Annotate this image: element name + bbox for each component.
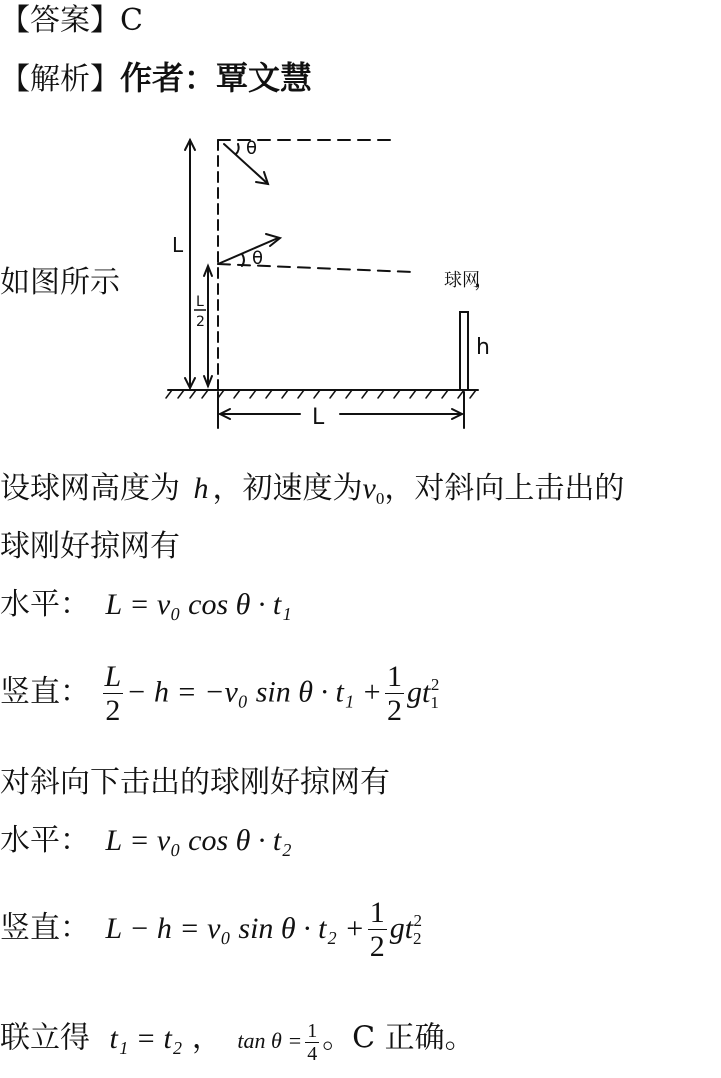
t-equality: t₁ = t₂ — [109, 1021, 183, 1055]
h-symbol: h — [193, 472, 209, 505]
intro-text: 如图所示 — [0, 265, 120, 300]
conclusion-line: 联立得 t₁ = t₂ ， tan θ = $\frac{1}{4}$ 。C 正确。 — [0, 1020, 475, 1065]
eq1-line: 水平： L = v₀ cos θ · t₁ — [0, 587, 292, 622]
analysis-label: 【解析】 — [0, 62, 120, 97]
net-label: 球网 — [444, 270, 480, 291]
answer-label: 【答案】 — [0, 3, 120, 38]
upward-arrow — [218, 238, 278, 264]
eq2-line: 竖直： $\frac{L}{2}$ − h = −v₀ sin θ · t₁ + $\frac{1}{2}$ $gt_1^2$ — [0, 660, 440, 727]
analysis-line — [0, 59, 313, 97]
half-L-den: 2 — [196, 314, 205, 330]
figure-comma: ， — [473, 267, 496, 292]
eq1-expr: L = v₀ cos θ · t₁ — [105, 588, 292, 621]
author-name: 作者：覃文慧 — [120, 59, 313, 97]
eq4-line: 竖直： L − h = v₀ sin θ · t₂ + $\frac{1}{2}$ $gt_2^2$ — [0, 896, 423, 963]
L-left-label: L — [172, 233, 184, 257]
answer-value: C — [120, 3, 143, 38]
tan-result: tan θ = $\frac{1}{4}$ — [237, 1020, 318, 1065]
theta-top: θ — [246, 138, 258, 159]
answer-line — [0, 3, 143, 38]
angle-arc-top — [236, 144, 239, 154]
para1-line2: 球刚好掠网有 — [0, 529, 180, 564]
half-L-num: L — [196, 294, 204, 310]
theta-mid: θ — [252, 248, 264, 269]
v0-symbol: $v_0$ — [362, 472, 385, 508]
eq3-expr: L = v₀ cos θ · t₂ — [105, 824, 292, 857]
angle-arc-mid — [242, 254, 244, 266]
mid-dashed-line — [218, 264, 412, 272]
projectile-diagram — [160, 128, 500, 438]
eq2-frac-L2: $\frac{L}{2}$ — [104, 660, 122, 727]
net-post — [460, 312, 468, 390]
ground-hatching — [166, 390, 476, 398]
h-label: h — [476, 335, 490, 360]
L-bottom-label: L — [312, 405, 325, 430]
para2-line: 对斜向下击出的球刚好掠网有 — [0, 765, 390, 800]
eq4-frac-half: $\frac{1}{2}$ — [369, 896, 385, 963]
para1-line1: 设球网高度为 h ，初速度为$v_0$，对斜向上击出的 — [0, 471, 625, 508]
eq2-frac-half: $\frac{1}{2}$ — [386, 660, 402, 727]
eq3-line: 水平： L = v₀ cos θ · t₂ — [0, 823, 292, 858]
